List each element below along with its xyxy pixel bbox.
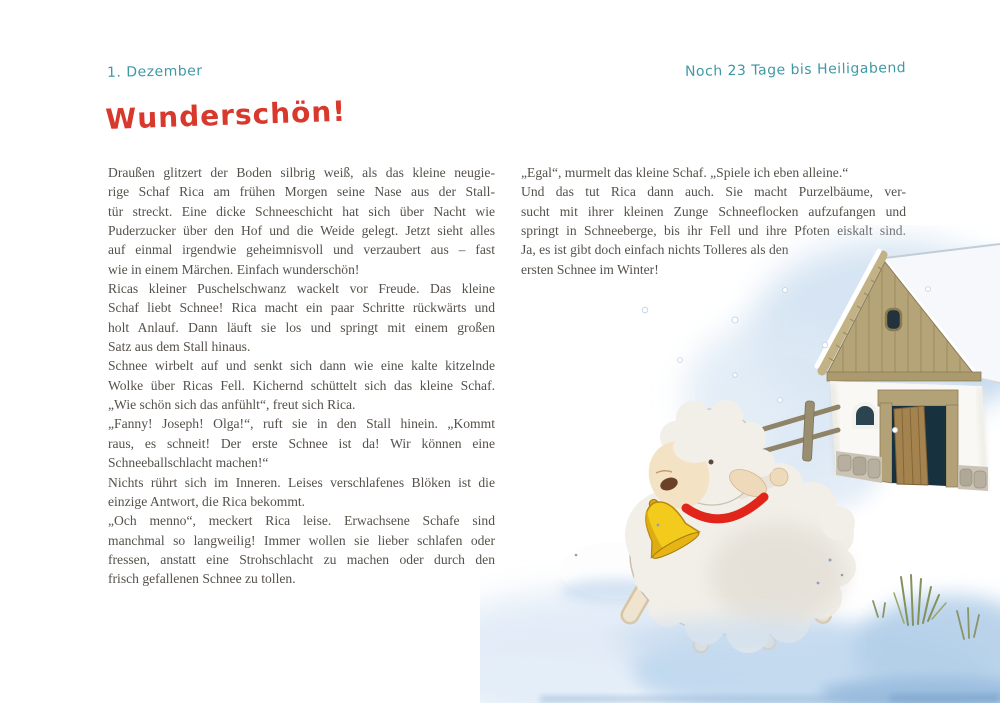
text-line: einzige Antwort, die Rica bekommt. bbox=[108, 493, 306, 509]
text-line: Ja, es ist gibt doch einfach nichts Tolleres als den bbox=[521, 242, 789, 258]
text-line: Und das tut Rica dann auch. Sie macht Purzelbäume, ver- bbox=[521, 184, 906, 200]
text-line: Schneeballschlacht machen!“ bbox=[108, 455, 269, 471]
story-left-column bbox=[108, 163, 495, 589]
sheep-eye bbox=[709, 460, 714, 465]
chapter-title: Wunderschön! bbox=[104, 94, 347, 136]
text-line: „Egal“, murmelt das kleine Schaf. „Spiele ich eben alleine.“ bbox=[521, 165, 849, 180]
text-line: Wolke über Ricas Fell. Kichernd schüttelt sich das kleine Schaf. bbox=[108, 377, 495, 393]
text-line: raus, es schneit! Der erste Schnee ist da! Wir können eine bbox=[108, 435, 495, 451]
text-line: „Wie schön sich das anfühlt“, freut sich Rica. bbox=[108, 397, 356, 413]
text-line: manchmal so langweilig! Immer wollen sie lieber schlafen oder bbox=[108, 532, 495, 548]
text-line: fressen, anstatt eine Strohschlacht zu machen oder durch den bbox=[108, 551, 495, 567]
text-line: springt in Schneeberge, bis ihr Fell und ihre Pfoten eiskalt sind. bbox=[521, 223, 906, 239]
text-line: Satz aus dem Stall hinaus. bbox=[108, 339, 251, 355]
text-line: sucht mit ihrer kleinen Zunge Schneeflocken aufzufangen und bbox=[521, 203, 906, 219]
text-line: ersten Schnee im Winter! bbox=[521, 261, 659, 277]
text-line: Puderzucker über den Hof und die Weide gelegt. Jetzt sieht alles bbox=[108, 223, 495, 239]
barn-door bbox=[878, 390, 958, 487]
text-line: Schnee wirbelt auf und senkt sich dann wie eine kalte kitzelnde bbox=[108, 358, 495, 374]
barn-beam bbox=[827, 372, 981, 381]
text-line: „Och menno“, meckert Rica leise. Erwachsene Schafe sind bbox=[108, 513, 495, 529]
text-line: frisch gefallenen Schnee zu tollen. bbox=[108, 571, 296, 587]
sheep-tail bbox=[821, 506, 855, 540]
text-line: Draußen glitzert der Boden silbrig weiß, als das kleine neugie- bbox=[108, 165, 495, 180]
text-line: Ricas kleiner Puschelschwanz wackelt vor Freude. Das kleine bbox=[108, 281, 495, 297]
text-line: tür streckt. Eine dicke Schneeschicht hat sich über Nacht wie bbox=[108, 203, 495, 219]
text-line: „Fanny! Joseph! Olga!“, ruft sie in den Stall hinein. „Kommt bbox=[108, 416, 495, 432]
text-line: Nichts rührt sich im Inneren. Leises verschlafenes Blöken ist die bbox=[108, 474, 495, 490]
header-date: 1. Dezember bbox=[106, 63, 203, 81]
barn-side-window bbox=[854, 404, 876, 427]
text-line: auf einmal irgendwie geheimnisvoll und verzaubert aus – fast bbox=[108, 242, 495, 258]
text-line: holt Anlauf. Dann läuft sie los und springt mit einem großen bbox=[108, 319, 495, 335]
text-line: rige Schaf Rica am frühen Morgen seine Nase aus der Stall- bbox=[108, 184, 495, 200]
text-line: Schaf liebt Schnee! Rica macht ein paar Schritte rückwärts und bbox=[108, 300, 495, 316]
illustration bbox=[480, 225, 1000, 703]
text-line: wie in einem Märchen. Einfach wunderschön! bbox=[108, 261, 360, 277]
barn-gable-window bbox=[886, 309, 901, 330]
header-countdown: Noch 23 Tage bis Heiligabend bbox=[684, 60, 907, 80]
